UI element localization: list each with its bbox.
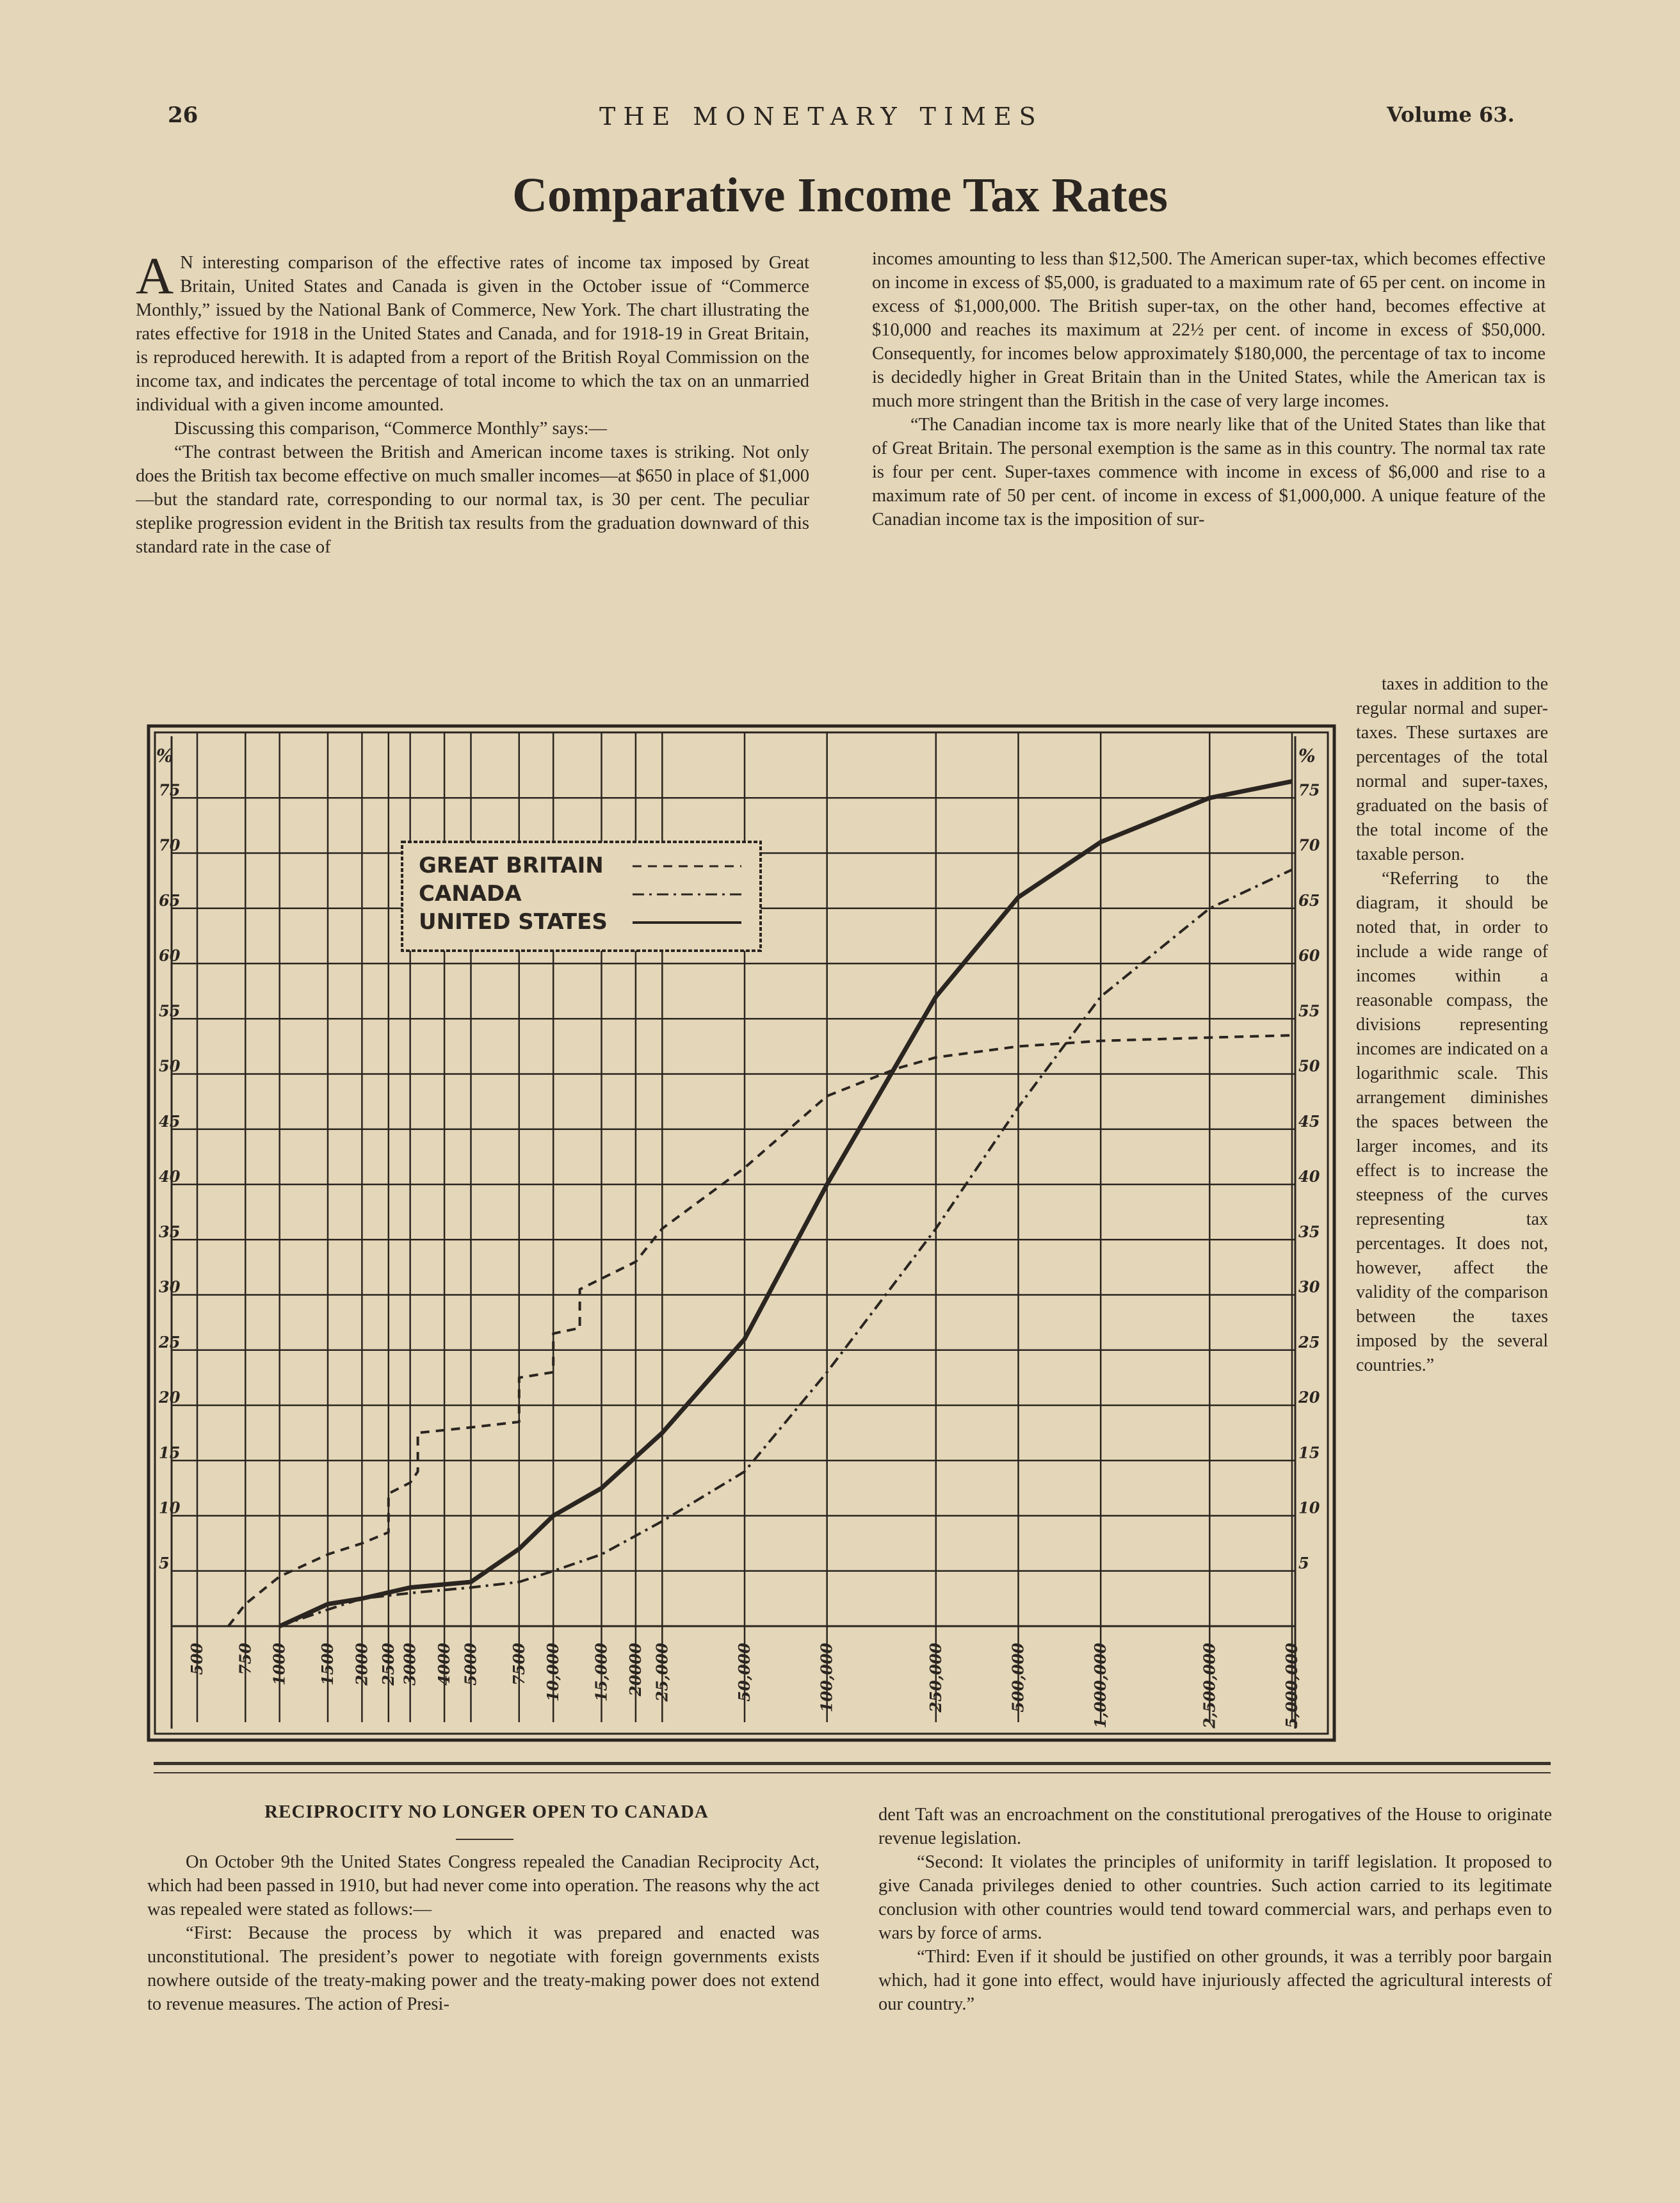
paragraph: Discussing this comparison, “Commerce Monthly” says:— bbox=[174, 419, 607, 439]
y-tick-label-right: 65 bbox=[1298, 891, 1320, 910]
paragraph: “First: Because the process by which it was prepared and enacted was unconstitutional. The president’s power to negotiate with foreign governments exists nowhere outside of the treaty-making power and the treaty-making power does not extend to revenue measures. The action of Presi- bbox=[147, 1923, 820, 2014]
x-tick-label: 15,000 bbox=[592, 1643, 611, 1702]
chart-svg bbox=[146, 723, 1337, 1743]
paragraph: incomes amounting to less than $12,500. The American super-tax, which becomes effective on income in excess of $5,000, is graduated to a maximum rate of 65 per cent. on income in excess of $1,000,000. The British super-tax, on the other hand, becomes effective at $10,000 and reaches its maximum at 22½ per cent. of income in excess of $50,000. Consequently, for incomes below approximately $180,000, the percentage of tax to income is decidedly higher in Great Britain than in the United States, while the American tax is much more stringent than the British in the case of very large incomes. bbox=[872, 249, 1546, 411]
reciprocity-column-1 bbox=[147, 1850, 820, 2081]
x-tick-label: 10,000 bbox=[544, 1643, 563, 1702]
y-unit-label-left: % bbox=[156, 745, 174, 766]
y-tick-label-right: 35 bbox=[1298, 1222, 1320, 1241]
x-tick-label: 750 bbox=[236, 1643, 255, 1675]
y-unit-label-right: % bbox=[1298, 745, 1316, 766]
x-tick-label: 20000 bbox=[626, 1643, 645, 1697]
paragraph: “The Canadian income tax is more nearly like that of the United States than like that of Great Britain. The personal exemption is the same as in this country. The normal tax rate is four per cent. Super-taxes commence with income in excess of $6,000 and rise to a maximum rate of 50 per cent. of income in excess of $1,000,000. A unique feature of the Canadian income tax is the imposition of sur- bbox=[872, 415, 1546, 529]
masthead: THE MONETARY TIMES bbox=[599, 102, 1044, 131]
x-tick-label: 1,000,000 bbox=[1091, 1643, 1110, 1729]
article-column-3 bbox=[1356, 672, 1548, 1748]
paragraph: “Second: It violates the principles of uniformity in tariff legislation. It proposed to give Canada privileges denied to other countries. Such action carried to its legitimate conclusion with other countries would tend toward commercial wars, and perhaps even to wars by force of arms. bbox=[878, 1852, 1552, 1943]
x-tick-label: 7500 bbox=[509, 1643, 528, 1686]
paragraph bbox=[136, 251, 809, 417]
legend-label: CANADA bbox=[419, 881, 522, 907]
paragraph-text: N interesting comparison of the effective rates of income tax imposed by Great Britain, United States and Canada is given in the October issue of “Commerce Monthly,” issued by the National Bank of Commerce, New York. The chart illustrating the rates effective for 1918 in the United States and Canada, and for 1918-19 in Great Britain, is reproduced herewith. It is adapted from a report of the British Royal Commission on the income tax, and indicates the percentage of total income to which the tax on an unmarried individual with a given income amounted. bbox=[136, 253, 809, 415]
y-tick-label-left: 40 bbox=[159, 1167, 181, 1186]
article-column-1 bbox=[136, 251, 809, 685]
x-tick-label: 5000 bbox=[461, 1643, 480, 1686]
y-tick-label-right: 15 bbox=[1298, 1443, 1320, 1462]
x-tick-label: 500 bbox=[188, 1643, 206, 1675]
y-tick-label-right: 75 bbox=[1298, 780, 1320, 800]
x-tick-label: 50,000 bbox=[735, 1643, 754, 1702]
section-divider bbox=[154, 1762, 1551, 1765]
x-tick-label: 4000 bbox=[435, 1643, 454, 1686]
y-tick-label-right: 10 bbox=[1298, 1498, 1320, 1517]
x-tick-label: 3000 bbox=[400, 1643, 419, 1686]
y-tick-label-left: 15 bbox=[159, 1443, 181, 1462]
x-tick-label: 1000 bbox=[270, 1643, 289, 1686]
section-heading: RECIPROCITY NO LONGER OPEN TO CANADA bbox=[264, 1802, 709, 1822]
paragraph: taxes in addition to the regular normal and super-taxes. These surtaxes are percentages of the total normal and super-taxes, graduated on the basis of the total income of the taxable person. bbox=[1356, 674, 1548, 864]
y-tick-label-left: 50 bbox=[159, 1056, 181, 1076]
x-tick-label: 100,000 bbox=[817, 1643, 836, 1713]
y-tick-label-left: 75 bbox=[159, 780, 181, 800]
x-tick-label: 1500 bbox=[318, 1643, 337, 1686]
y-tick-label-left: 10 bbox=[159, 1498, 181, 1517]
y-tick-label-right: 70 bbox=[1298, 835, 1320, 855]
x-tick-label: 250,000 bbox=[926, 1643, 945, 1713]
reciprocity-column-2 bbox=[878, 1803, 1552, 2072]
x-tick-label: 25,000 bbox=[652, 1643, 672, 1702]
x-tick-label: 500,000 bbox=[1008, 1643, 1028, 1713]
paragraph: “Referring to the diagram, it should be noted that, in order to include a wide range of incomes within a reasonable compass, the divisions representing incomes are indicated on a logarithmic scale. This arrangement diminishes the spaces between the larger incomes, and its effect is to increase the steepness of the curves representing tax percentages. It does not, however, affect the validity of the comparison between the taxes imposed by the several countries.” bbox=[1356, 869, 1548, 1375]
y-tick-label-left: 35 bbox=[159, 1222, 181, 1241]
y-tick-label-left: 30 bbox=[159, 1277, 181, 1296]
y-tick-label-right: 40 bbox=[1298, 1167, 1320, 1186]
y-tick-label-left: 25 bbox=[159, 1332, 181, 1352]
y-tick-label-right: 25 bbox=[1298, 1332, 1320, 1352]
legend-label: UNITED STATES bbox=[419, 909, 608, 935]
series-line-canada bbox=[280, 869, 1292, 1626]
x-tick-label: 2500 bbox=[378, 1643, 398, 1686]
y-tick-label-right: 45 bbox=[1298, 1111, 1320, 1131]
page-number: 26 bbox=[168, 102, 198, 128]
y-tick-label-left: 60 bbox=[159, 946, 181, 965]
heading-rule bbox=[456, 1839, 513, 1840]
tax-rate-chart bbox=[146, 723, 1337, 1743]
paragraph: “The contrast between the British and American income taxes is striking. Not only does the British tax become effective on much smaller incomes—at $650 in place of $1,000—but the standard rate, corresponding to our normal tax, is 30 per cent. The peculiar steplike progression evident in the British tax results from the graduation downward of this standard rate in the case of bbox=[136, 442, 809, 557]
y-tick-label-left: 70 bbox=[159, 835, 181, 855]
article-title: Comparative Income Tax Rates bbox=[512, 168, 1168, 222]
chart-legend bbox=[402, 842, 761, 951]
y-tick-label-right: 20 bbox=[1298, 1388, 1320, 1407]
x-tick-label: 2,500,000 bbox=[1200, 1643, 1219, 1729]
y-tick-label-right: 50 bbox=[1298, 1056, 1320, 1076]
y-tick-label-left: 5 bbox=[159, 1553, 170, 1572]
paragraph: dent Taft was an encroachment on the constitutional prerogatives of the House to originate revenue legislation. bbox=[878, 1805, 1552, 1848]
y-tick-label-left: 20 bbox=[159, 1388, 181, 1407]
y-tick-label-right: 5 bbox=[1298, 1553, 1309, 1572]
drop-cap: A bbox=[136, 251, 174, 305]
paragraph: “Third: Even if it should be justified on other grounds, it was a terribly poor bargain which, had it gone into effect, would have injuriously affected the agricultural interests of our country.” bbox=[878, 1947, 1552, 2014]
y-tick-label-right: 55 bbox=[1298, 1001, 1320, 1021]
y-tick-label-right: 60 bbox=[1298, 946, 1320, 965]
article-column-2 bbox=[872, 247, 1546, 679]
paragraph: On October 9th the United States Congress repealed the Canadian Reciprocity Act, which had been passed in 1910, but had never come into operation. The reasons why the act was repealed were stated as follows:— bbox=[147, 1852, 820, 1919]
y-tick-label-left: 55 bbox=[159, 1001, 181, 1021]
section-divider-thin bbox=[154, 1772, 1551, 1773]
y-tick-label-right: 30 bbox=[1298, 1277, 1320, 1296]
legend-label: GREAT BRITAIN bbox=[419, 853, 604, 878]
x-tick-label: 2000 bbox=[352, 1643, 371, 1686]
volume-label: Volume 63. bbox=[1387, 102, 1515, 127]
x-tick-label: 5,000,000 bbox=[1282, 1643, 1301, 1729]
y-tick-label-left: 65 bbox=[159, 891, 181, 910]
y-tick-label-left: 45 bbox=[159, 1111, 181, 1131]
